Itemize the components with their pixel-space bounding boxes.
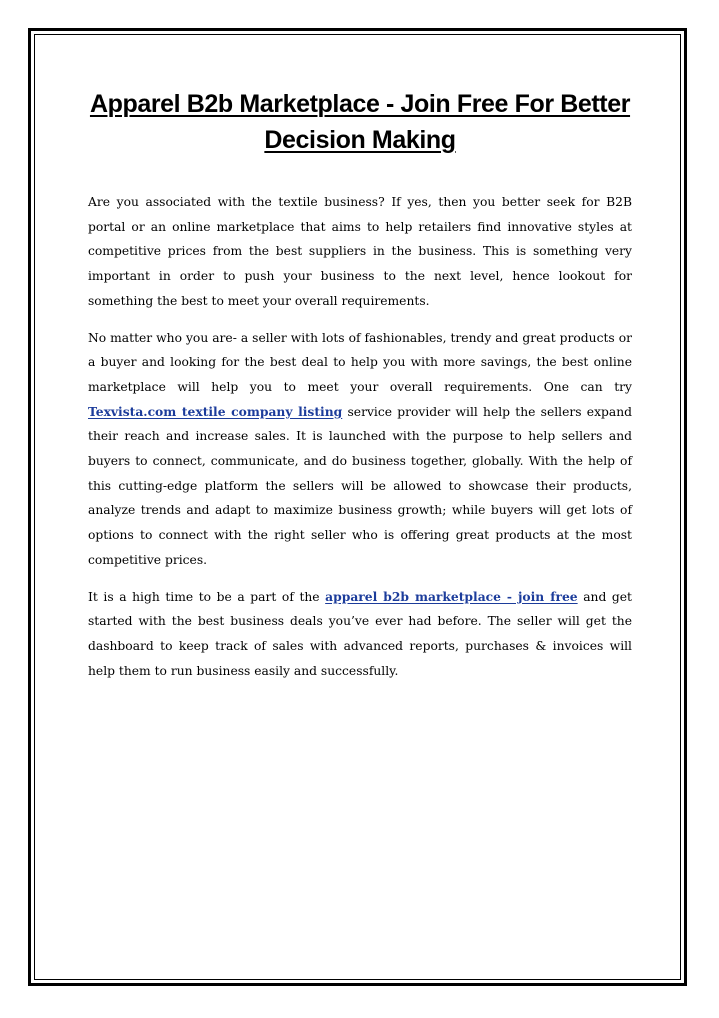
texvista-listing-link[interactable]: Texvista.com textile company listing <box>88 403 343 419</box>
paragraph-intro: Are you associated with the textile business? If yes, then you better seek for B2B portal or an online marketplace that aims to help retailers find innovative styles at competitive prices from the best suppliers in the business. This is something very important in order to push your business to the next level, hence lookout for something the best to meet your overall requirements. <box>88 195 632 308</box>
paragraph-join <box>88 585 632 684</box>
document-title: Apparel B2b Marketplace - Join Free For Better Decision Making <box>89 90 631 154</box>
paragraph-text: It is a high time to be a part of the <box>88 589 326 604</box>
paragraph-text: service provider will help the sellers expand their reach and increase sales. It is launched with the purpose to help sellers and buyers to connect, communicate, and do business together, globally. With the help of this cutting-edge platform the sellers will be allowed to showcase their products, analyze trends and adapt to maximize business growth; while buyers will get lots of options to connect with the right seller who is offering great products at the most competitive prices. <box>88 404 632 567</box>
apparel-marketplace-link[interactable]: apparel b2b marketplace - join free <box>325 588 578 604</box>
document-content <box>88 86 632 695</box>
paragraph-text: No matter who you are- a seller with lots of fashionables, trendy and great products or a buyer and looking for the best deal to help you with more savings, the best online marketplace will help you to meet your overall requirements. One can try <box>88 330 632 394</box>
paragraph-marketplace <box>88 326 632 573</box>
paragraph-text: and get started with the best business deals you’ve ever had before. The seller will get the dashboard to keep track of sales with advanced reports, purchases & invoices will help them to run business easily and successfully. <box>88 589 633 678</box>
